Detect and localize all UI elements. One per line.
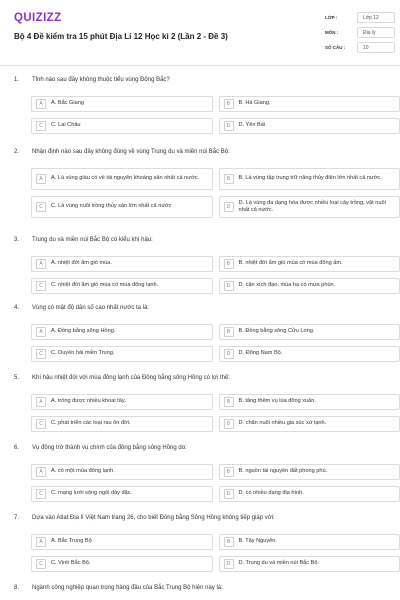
option-text: C. Vịnh Bắc Bộ. [51,560,91,567]
question-5 [0,372,400,432]
answer-options [0,324,400,362]
answer-option-b[interactable] [219,96,400,112]
question-number: 5. [14,375,20,381]
answer-row [0,464,400,480]
answer-option-d[interactable] [219,416,400,432]
option-text: B. Là vùng tập trung trữ năng thủy điện lớn nhất cả nước. [238,175,382,182]
question-number: 6. [14,445,20,451]
option-text: B. tăng thêm vụ lúa đông xuân. [238,398,316,405]
quizizz-logo: QUIZIZZ [14,12,62,24]
question-text: Vùng có mật độ dân số cao nhất nước ta là: [32,305,150,311]
option-letter-box: B [224,174,234,184]
answer-option-d[interactable] [219,346,400,362]
meta-count-value: 10 [357,42,395,53]
question-header [0,234,400,246]
answer-options [0,96,400,134]
option-letter-box: C [36,121,46,131]
answer-option-d[interactable] [219,486,400,502]
option-letter-box: D [224,202,234,212]
question-list [0,74,400,591]
option-text: B. nguồn tài nguyên đất phong phú. [238,468,328,475]
question-text: Nhận định nào sau đây không đúng về vùng Trung du và miền núi Bắc Bộ: [32,149,230,155]
meta-subject-label: MÔN : [325,30,339,35]
question-3 [0,234,400,294]
option-letter-box: C [36,419,46,429]
question-text: Tỉnh nào sau đây không thuộc tiểu vùng Đông Bắc? [32,77,170,83]
worksheet-title: Bộ 4 Đề kiểm tra 15 phút Địa Lí 12 Học kì 2 (Lần 2 - Đề 3) [14,32,228,41]
answer-option-d[interactable] [219,196,400,218]
option-letter-box: A [36,99,46,109]
answer-option-b[interactable] [219,256,400,272]
answer-option-d[interactable] [219,556,400,572]
question-text: Khí hậu nhiệt đới với mùa đông lạnh của Đồng bằng sông Hồng có lợi thế: [32,375,230,381]
answer-option-c[interactable] [31,346,213,362]
option-letter-box: D [224,489,234,499]
answer-option-c[interactable] [31,486,213,502]
question-text: Dựa vào Atlat Địa lí Việt Nam trang 26, cho biết Đồng bằng Sông Hồng không tiếp giáp với: [32,515,275,521]
option-text: D. Yên Bái [238,122,266,129]
answer-row [0,256,400,272]
option-letter-box: D [224,559,234,569]
answer-row [0,278,400,294]
question-header [0,512,400,524]
question-number: 8. [14,585,20,591]
answer-option-c[interactable] [31,416,213,432]
option-letter-box: A [36,397,46,407]
question-text: Ngành công nghiệp quan trọng hàng đầu của Bắc Trung Bộ hiện nay là: [32,585,223,591]
option-letter-box: A [36,327,46,337]
answer-option-a[interactable] [31,534,213,550]
option-text: D. chăn nuôi nhiều gia súc xứ lạnh. [238,420,327,427]
question-header [0,372,400,384]
answer-option-a[interactable] [31,168,213,190]
question-number: 3. [14,237,20,243]
option-text: D. có nhiều dạng địa hình. [238,490,304,497]
option-text: D. Là vùng đa dạng hóa được nhiều loại cây trồng, vật nuôi nhất cả nước. [238,199,386,213]
option-text: B. nhiệt đới ẩm gió mùa có mùa đông ấm. [238,260,343,267]
option-text: C. Lai Châu [51,122,81,129]
option-letter-box: D [224,419,234,429]
option-text: A. Bắc Giang [51,100,84,107]
option-letter-box: C [36,202,46,212]
question-header [0,74,400,86]
option-letter-box: D [224,349,234,359]
worksheet-header [0,0,400,66]
answer-option-d[interactable] [219,118,400,134]
question-header [0,582,400,594]
question-7 [0,512,400,572]
meta-count [325,40,395,55]
answer-option-a[interactable] [31,96,213,112]
question-1 [0,74,400,134]
answer-row [0,394,400,410]
option-letter-box: B [224,259,234,269]
answer-row [0,556,400,572]
option-text: C. nhiệt đới ẩm gió mùa có mùa đông lạnh. [51,282,159,289]
answer-option-c[interactable] [31,278,213,294]
answer-row [0,196,400,218]
option-text: A. Bắc Trung Bộ [51,538,92,545]
answer-option-d[interactable] [219,278,400,294]
answer-options [0,534,400,572]
option-text: D. Trung du và miền núi Bắc Bộ. [238,560,320,567]
answer-option-c[interactable] [31,556,213,572]
option-text: A. trồng được nhiều khoai tây. [51,398,126,405]
option-text: B. Tây Nguyên. [238,538,277,545]
answer-option-c[interactable] [31,196,213,218]
question-number: 7. [14,515,20,521]
answer-options [0,256,400,294]
answer-option-a[interactable] [31,464,213,480]
meta-subject [325,25,395,40]
option-letter-box: B [224,537,234,547]
option-letter-box: A [36,174,46,184]
question-4 [0,302,400,362]
answer-options [0,168,400,218]
option-letter-box: C [36,349,46,359]
option-text: A. có một mùa đông lạnh. [51,468,115,475]
meta-subject-value: Địa lý [357,27,395,38]
answer-row [0,534,400,550]
option-letter-box: D [224,121,234,131]
question-header [0,146,400,158]
answer-row [0,416,400,432]
question-header [0,302,400,314]
question-text: Trung du và miền núi Bắc Bộ có kiểu khí hậu: [32,237,153,243]
question-6 [0,442,400,502]
answer-row [0,346,400,362]
answer-option-b[interactable] [219,464,400,480]
option-letter-box: D [224,281,234,291]
option-text: B. Hà Giang. [238,100,271,107]
option-text: A. Đồng bằng sông Hồng. [51,328,116,335]
answer-row [0,96,400,112]
answer-option-b[interactable] [219,534,400,550]
question-number: 2. [14,149,20,155]
answer-row [0,324,400,340]
option-text: D. Đông Nam Bộ. [238,350,283,357]
meta-grade-label: LỚP : [325,15,338,20]
option-letter-box: B [224,397,234,407]
answer-option-b[interactable] [219,394,400,410]
answer-option-a[interactable] [31,394,213,410]
option-letter-box: B [224,467,234,477]
option-letter-box: C [36,489,46,499]
question-header [0,442,400,454]
option-letter-box: A [36,467,46,477]
option-letter-box: B [224,99,234,109]
header-divider [0,65,400,66]
worksheet-meta [325,10,395,55]
answer-option-a[interactable] [31,256,213,272]
question-text: Vụ đông trở thành vụ chính của đồng bằng sông Hồng do: [32,445,187,451]
answer-row [0,118,400,134]
option-text: B. Đồng bằng sông Cửu Long. [238,328,315,335]
answer-options [0,394,400,432]
answer-option-a[interactable] [31,324,213,340]
answer-option-b[interactable] [219,324,400,340]
option-letter-box: A [36,259,46,269]
meta-count-label: SỐ CÂU : [325,45,346,50]
answer-row [0,168,400,190]
answer-row [0,486,400,502]
question-number: 1. [14,77,20,83]
option-letter-box: C [36,559,46,569]
option-text: C. phát triển các loại rau ôn đới. [51,420,131,427]
question-number: 4. [14,305,20,311]
question-8 [0,582,400,594]
option-letter-box: A [36,537,46,547]
option-text: D. cận xích đạo, mùa hạ có mưa phùn. [238,282,336,289]
option-text: A. nhiệt đới ẩm gió mùa. [51,260,112,267]
answer-option-b[interactable] [219,168,400,190]
answer-option-c[interactable] [31,118,213,134]
meta-grade-value: Lớp 12 [357,12,395,23]
option-text: A. Là vùng giàu có về tài nguyên khoáng sản nhất cả nước. [51,175,199,182]
option-letter-box: B [224,327,234,337]
option-letter-box: C [36,281,46,291]
answer-options [0,464,400,502]
option-text: C. Là vùng nuôi trồng thủy sản lớn nhất cả nước [51,203,172,210]
question-2 [0,146,400,218]
option-text: C. Duyên hải miền Trung. [51,350,115,357]
meta-grade [325,10,395,25]
option-text: C. mạng lưới sông ngòi dày đặc. [51,490,133,497]
